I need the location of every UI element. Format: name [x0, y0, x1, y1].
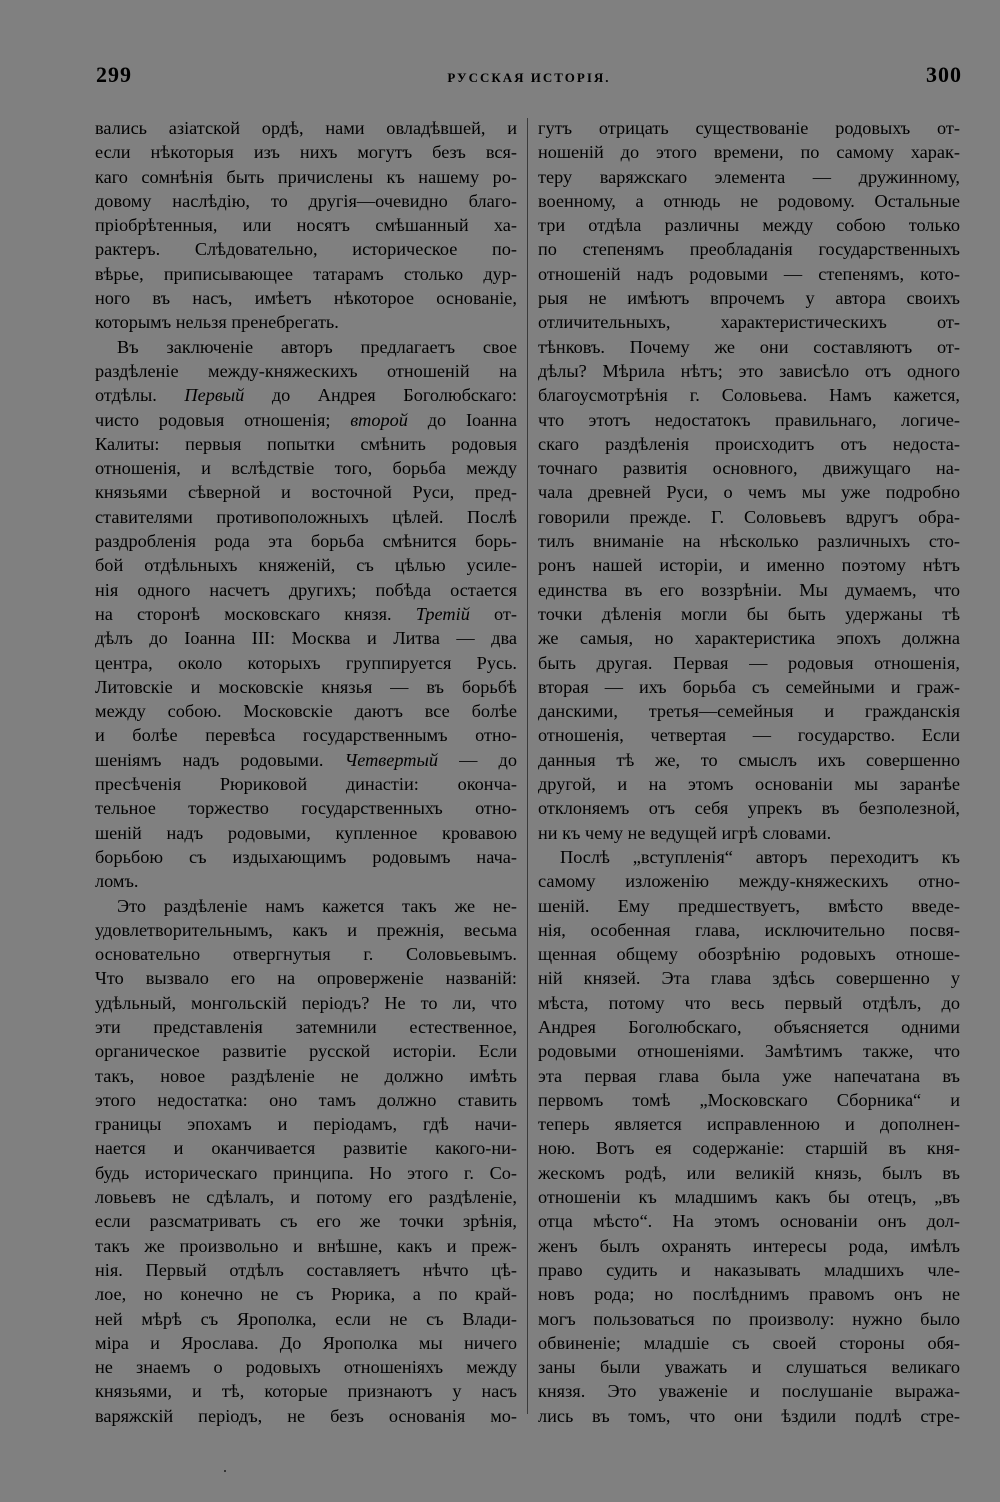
text-line: данскими, третья—семейныя и гражданскія [538, 701, 960, 722]
text-line: ней мѣрѣ съ Ярополка, если не съ Влади- [95, 1308, 517, 1329]
text-line: Это раздѣленіе намъ кажется такъ же не- [117, 895, 517, 916]
text-line: ній князей. Эта глава здѣсь совершенно у [538, 968, 960, 989]
text-line: щенная общему обозрѣнію родовыхъ отноше- [538, 944, 960, 965]
paragraph [95, 116, 517, 335]
text-line: ронъ нашей исторіи, и именно поэтому нѣтъ [538, 555, 960, 576]
text-line: Литовскіе и московскіе князья — въ борьбѣ [95, 676, 517, 697]
text-line: раздѣленіе между-княжескихъ отношеній на [95, 360, 517, 381]
text-line [95, 408, 517, 432]
text-line: первомъ томѣ „Московскаго Сборника“ и [538, 1089, 960, 1110]
text-line: отношеній надъ родовыми — степенямъ, кото- [538, 263, 960, 284]
text-fragment: чисто родовыя отношенія; [95, 409, 351, 430]
text-line: чала древней Руси, о чемъ мы уже подробно [538, 482, 960, 503]
italic-term: Первый [184, 385, 245, 406]
text-line: самому изложенію между-княжескихъ отно- [538, 871, 960, 892]
text-line: и болѣе перевѣса государственнымъ отно- [95, 725, 517, 746]
text-line [95, 383, 517, 407]
text-line: будь историческаго принципа. Но этого г. Со- [95, 1162, 517, 1183]
text-fragment: отдѣлы. [95, 385, 185, 406]
text-line: бой отдѣльныхъ княженій, съ цѣлью усиле- [95, 555, 517, 576]
text-line: шеній. Ему предшествуетъ, вмѣсто введе- [538, 895, 960, 916]
right-page-number: 300 [926, 62, 962, 87]
text-line: ношеній до этого времени, по самому харак- [538, 142, 960, 163]
text-line: говорили прежде. Г. Соловьевъ вдругъ обра- [538, 506, 960, 527]
text-line: лое, но конечно не съ Рюрика, а по край- [95, 1284, 517, 1305]
text-line: основательно отвергнутыя г. Соловьевымъ. [95, 944, 517, 965]
text-line: варяжскій періодъ, не безъ основанія мо- [95, 1405, 517, 1426]
text-line: новъ рода; но послѣднимъ правомъ онъ не [538, 1284, 960, 1305]
text-line: Послѣ „вступленія“ авторъ переходитъ къ [560, 846, 960, 867]
text-line: теру варяжскаго элемента — дружинному, [538, 166, 960, 187]
text-line: жескомъ родѣ, или великій князь, былъ въ [538, 1162, 960, 1183]
text-line: вторая — ихъ борьба съ семейными и граж- [538, 676, 960, 697]
text-line: отношенія, четвертая — государство. Если [538, 725, 960, 746]
text-line: ного въ насъ, имѣетъ нѣкоторое основаніе, [95, 288, 517, 309]
text-line: князя. Это уваженіе и послушаніе выража- [538, 1381, 960, 1402]
text-fragment: на сторонѣ московскаго князя. [95, 603, 416, 624]
text-line: отношеніи къ младшимъ какъ бы отецъ, „въ [538, 1187, 960, 1208]
text-line: ломъ. [95, 871, 139, 892]
text-line: право судить и наказывать младшихъ чле- [538, 1259, 960, 1280]
text-line: скаго раздѣленія происходитъ отъ недоста- [538, 433, 960, 454]
text-line: точки дѣленія могли бы быть удержаны тѣ [538, 603, 960, 624]
text-line: же самыя, но характеристика эпохъ должна [538, 628, 960, 649]
text-fragment: до Андрея Боголюбскаго: [244, 385, 517, 406]
text-line: которымъ нельзя пренебрегать. [95, 312, 339, 333]
text-line: другой, и на этомъ основаніи мы заранѣе [538, 774, 960, 795]
text-line: теперь является исправленною и дополнен- [538, 1114, 960, 1135]
right-column [538, 116, 960, 1428]
text-line: вѣрье, приписывающее татарамъ столько дур- [95, 263, 517, 284]
text-line: если нѣкоторыя изъ нихъ могутъ безъ вся- [95, 142, 517, 163]
text-line: удовлетворительнымъ, какъ и прежнія, весьма [95, 919, 517, 940]
text-line: единства въ его воззрѣніи. Мы думаемъ, что [538, 579, 960, 600]
text-line: тѣнковъ. Почему же они составляютъ от- [538, 336, 960, 357]
text-line: благоусмотрѣнія г. Соловьева. Намъ кажется, [538, 385, 960, 406]
text-fragment: до Іоанна [407, 409, 517, 430]
text-fragment: — до [437, 749, 517, 770]
italic-term: второй [350, 409, 408, 430]
paragraph [538, 116, 960, 845]
text-line: довому наслѣдію, то другія—очевидно благо- [95, 190, 517, 211]
text-line: Что вызвало его на опроверженіе названій: [95, 968, 517, 989]
text-line: гутъ отрицать существованіе родовыхъ от- [538, 118, 960, 138]
text-line: каго сомнѣнія быть причислены къ нашему ро- [95, 166, 517, 187]
text-line [95, 602, 517, 626]
text-line: эти представленія затемнили естественное, [95, 1016, 517, 1037]
text-line: отличительныхъ, характеристическихъ от- [538, 312, 960, 333]
text-line: рактеръ. Слѣдовательно, историческое по- [95, 239, 517, 260]
text-line: женъ былъ охранять интересы рода, имѣлъ [538, 1235, 960, 1256]
text-line: Андрея Боголюбскаго, объясняется одними [538, 1016, 960, 1037]
text-line: дѣлъ до Іоанна III: Москва и Литва — два [95, 628, 517, 649]
text-line: тилъ вниманіе на нѣсколько различныхъ сто- [538, 531, 960, 552]
text-line: раздробленія рода эта борьба смѣнится борь- [95, 531, 517, 552]
text-line: ловьевъ не сдѣлалъ, и потому его раздѣленіе, [95, 1187, 517, 1208]
scan-speck [224, 1470, 226, 1472]
text-line: пресѣченія Рюриковой династіи: оконча- [95, 774, 517, 795]
text-line: военному, а отнюдь не родовому. Остальные [538, 190, 960, 211]
text-line: пріобрѣтенныя, или носятъ смѣшанный ха- [95, 215, 517, 236]
text-line: эта первая глава была уже напечатана въ [538, 1065, 960, 1086]
text-line: отклоняемъ отъ себя упрекъ въ безполезной, [538, 798, 960, 819]
text-line: мѣста, потому что весь первый отдѣлъ, до [538, 992, 960, 1013]
text-line: отца мѣсто“. На этомъ основаніи онъ дол- [538, 1211, 960, 1232]
left-page-number: 299 [96, 62, 132, 87]
left-column [95, 116, 517, 1428]
text-line: борьбою съ издыхающимъ родовымъ нача- [95, 846, 517, 867]
italic-term: Четвертый [344, 749, 438, 770]
text-line: ною. Вотъ ея содержаніе: старшій въ кня- [538, 1138, 960, 1159]
text-line: не знаемъ о родовыхъ отношеніяхъ между [95, 1357, 517, 1378]
text-line: дѣлы? Мѣрила нѣтъ; это зависѣло отъ одного [538, 360, 960, 381]
text-line: что этотъ недостатокъ правильнаго, логиче- [538, 409, 960, 430]
text-line: нія, особенная глава, исключительно посвя- [538, 919, 960, 940]
text-line: міра и Ярослава. До Ярополка мы ничего [95, 1332, 517, 1353]
text-line: такъ, новое раздѣленіе не должно имѣть [95, 1065, 517, 1086]
text-line: данныя тѣ же, то смыслъ ихъ совершенно [538, 749, 960, 770]
column-divider [527, 118, 528, 1414]
text-line: нія. Первый отдѣлъ составляетъ нѣчто цѣ- [95, 1259, 517, 1280]
text-line: точнаго развитія основного, движущаго на- [538, 458, 960, 479]
text-line: рыя не имѣютъ впрочемъ у автора своихъ [538, 288, 960, 309]
text-line: лись въ томъ, что они ѣздили подлѣ стре- [538, 1405, 960, 1426]
text-line: центра, около которыхъ группируется Русь. [95, 652, 517, 673]
text-line: ставителями противоположныхъ цѣлей. Послѣ [95, 506, 517, 527]
text-line: если разсматривать съ его же точки зрѣнія, [95, 1211, 517, 1232]
text-line: этого недостатка: оно тамъ должно ставить [95, 1089, 517, 1110]
paragraph [538, 845, 960, 1428]
text-line [95, 748, 517, 772]
text-line: отношенія, и вслѣдствіе того, борьба между [95, 458, 517, 479]
page-header [96, 62, 962, 92]
text-line: три отдѣла различны между собою только [538, 215, 960, 236]
text-line: быть другая. Первая — родовыя отношенія, [538, 652, 960, 673]
text-line: удѣльный, монгольскій періодъ? Не то ли, что [95, 992, 517, 1013]
text-line: ни къ чему не ведущей игрѣ словами. [538, 822, 832, 843]
text-line: границы эпохамъ и періодамъ, гдѣ начи- [95, 1114, 517, 1135]
italic-term: Третій [415, 603, 470, 624]
text-line: между собою. Московскіе даютъ все болѣе [95, 701, 517, 722]
text-line: шеній надъ родовыми, купленное кровавою [95, 822, 517, 843]
text-line: Въ заключеніе авторъ предлагаетъ свое [117, 336, 517, 357]
text-line: такъ же произвольно и внѣшне, какъ и преж- [95, 1235, 517, 1256]
text-line: заны были уважать и слушаться великаго [538, 1357, 960, 1378]
text-line: князьями сѣверной и восточной Руси, пред- [95, 482, 517, 503]
text-line: Калиты: первыя попытки смѣнить родовыя [95, 433, 517, 454]
text-line: могъ пользоваться по произволу: нужно было [538, 1308, 960, 1329]
paragraph [95, 894, 517, 1429]
paragraph [95, 335, 517, 894]
text-line: органическое развитіе русской исторіи. Если [95, 1041, 517, 1062]
text-line: обвиненіе; младшіе съ своей стороны обя- [538, 1332, 960, 1353]
text-line: родовыми отношеніями. Замѣтимъ также, что [538, 1041, 960, 1062]
text-line: вались азіатской ордѣ, нами овладѣвшей, и [95, 118, 517, 138]
text-line: нія одного насчетъ другихъ; побѣда остается [95, 579, 517, 600]
text-fragment: от- [469, 603, 517, 624]
text-fragment: шеніямъ надъ родовыми. [95, 749, 345, 770]
text-line: нается и оканчивается развитіе какого-ни- [95, 1138, 517, 1159]
running-title: РУССКАЯ ИСТОРІЯ. [447, 70, 611, 85]
text-line: князьями, и тѣ, которые признаютъ у насъ [95, 1381, 517, 1402]
text-line: по степенямъ преобладанія государственныхъ [538, 239, 960, 260]
text-line: тельное торжество государственныхъ отно- [95, 798, 517, 819]
